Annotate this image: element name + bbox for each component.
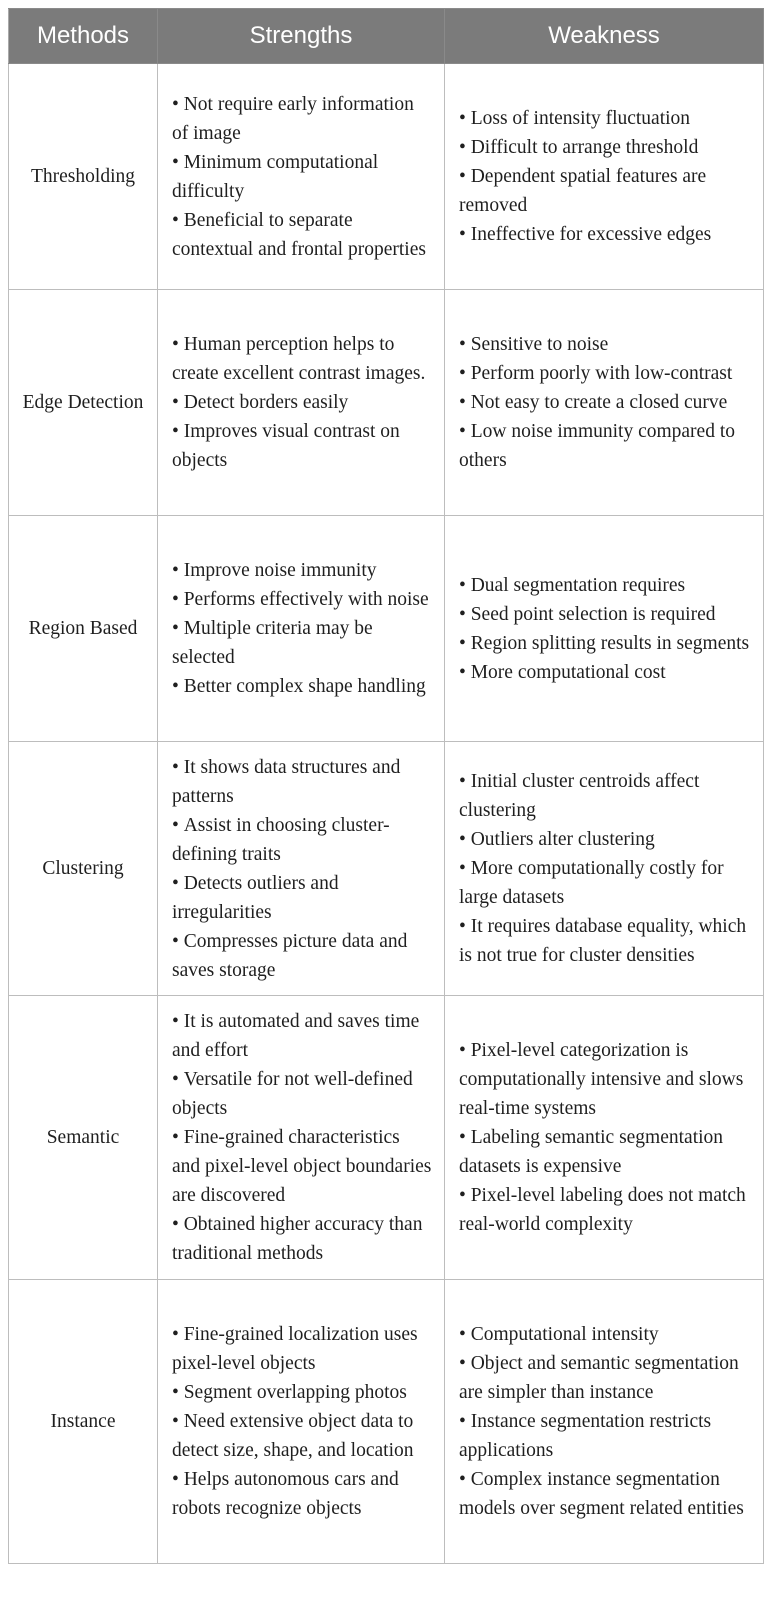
strength-item: • Assist in choosing cluster-defining traits [172, 811, 432, 869]
strength-item: • Detects outliers and irregularities [172, 869, 432, 927]
strength-item: • Performs effectively with noise [172, 585, 432, 614]
weakness-item: • Difficult to arrange threshold [459, 133, 751, 162]
weakness-item: • Labeling semantic segmentation datasets is expensive [459, 1123, 751, 1181]
strength-item: • Segment overlapping photos [172, 1378, 432, 1407]
weakness-item: • Dual segmentation requires [459, 571, 751, 600]
weakness-cell [445, 996, 764, 1280]
strength-item: • Detect borders easily [172, 388, 432, 417]
strength-item: • Minimum computational difficulty [172, 148, 432, 206]
weakness-item: • It requires database equality, which is not true for cluster densities [459, 912, 751, 970]
weakness-item: • Loss of intensity fluctuation [459, 104, 751, 133]
strength-item: • Compresses picture data and saves storage [172, 927, 432, 985]
strengths-cell [158, 742, 445, 996]
strength-item: • Improve noise immunity [172, 556, 432, 585]
strength-item: • Helps autonomous cars and robots recognize objects [172, 1465, 432, 1523]
weakness-item: • Ineffective for excessive edges [459, 220, 751, 249]
table-row [9, 64, 764, 290]
strength-item: • Multiple criteria may be selected [172, 614, 432, 672]
strengths-cell [158, 516, 445, 742]
header-weakness: Weakness [445, 9, 764, 64]
strength-item: • It is automated and saves time and effort [172, 1007, 432, 1065]
method-cell: Clustering [9, 742, 158, 996]
weakness-item: • Computational intensity [459, 1320, 751, 1349]
strengths-cell [158, 64, 445, 290]
strength-item: • Beneficial to separate contextual and frontal properties [172, 206, 432, 264]
weakness-item: • Perform poorly with low-contrast [459, 359, 751, 388]
method-cell: Instance [9, 1280, 158, 1564]
comparison-table [8, 8, 764, 1564]
strengths-cell [158, 996, 445, 1280]
weakness-item: • Object and semantic segmentation are simpler than instance [459, 1349, 751, 1407]
strength-item: • Obtained higher accuracy than traditional methods [172, 1210, 432, 1268]
weakness-cell [445, 742, 764, 996]
strength-item: • Better complex shape handling [172, 672, 432, 701]
strength-item: • It shows data structures and patterns [172, 753, 432, 811]
strength-item: • Fine-grained characteristics and pixel-level object boundaries are discovered [172, 1123, 432, 1210]
table-row [9, 742, 764, 996]
weakness-item: • Complex instance segmentation models over segment related entities [459, 1465, 751, 1523]
weakness-item: • Outliers alter clustering [459, 825, 751, 854]
weakness-item: • Dependent spatial features are removed [459, 162, 751, 220]
table-row [9, 516, 764, 742]
weakness-cell [445, 516, 764, 742]
method-cell: Edge Detection [9, 290, 158, 516]
table-row [9, 1280, 764, 1564]
strength-item: • Versatile for not well-defined objects [172, 1065, 432, 1123]
strength-item: • Not require early information of image [172, 90, 432, 148]
method-cell: Semantic [9, 996, 158, 1280]
strength-item: • Improves visual contrast on objects [172, 417, 432, 475]
weakness-item: • Sensitive to noise [459, 330, 751, 359]
strength-item: • Need extensive object data to detect size, shape, and location [172, 1407, 432, 1465]
header-methods: Methods [9, 9, 158, 64]
header-strengths: Strengths [158, 9, 445, 64]
method-cell: Region Based [9, 516, 158, 742]
strengths-cell [158, 1280, 445, 1564]
table-row [9, 290, 764, 516]
weakness-cell [445, 1280, 764, 1564]
weakness-item: • More computationally costly for large datasets [459, 854, 751, 912]
weakness-item: • Not easy to create a closed curve [459, 388, 751, 417]
weakness-item: • Pixel-level categorization is computationally intensive and slows real-time systems [459, 1036, 751, 1123]
weakness-item: • Seed point selection is required [459, 600, 751, 629]
weakness-item: • Initial cluster centroids affect clustering [459, 767, 751, 825]
strength-item: • Human perception helps to create excellent contrast images. [172, 330, 432, 388]
weakness-cell [445, 290, 764, 516]
weakness-cell [445, 64, 764, 290]
weakness-item: • More computational cost [459, 658, 751, 687]
strength-item: • Fine-grained localization uses pixel-level objects [172, 1320, 432, 1378]
weakness-item: • Region splitting results in segments [459, 629, 751, 658]
header-row [9, 9, 764, 64]
table-row [9, 996, 764, 1280]
method-cell: Thresholding [9, 64, 158, 290]
weakness-item: • Low noise immunity compared to others [459, 417, 751, 475]
weakness-item: • Instance segmentation restricts applications [459, 1407, 751, 1465]
weakness-item: • Pixel-level labeling does not match real-world complexity [459, 1181, 751, 1239]
strengths-cell [158, 290, 445, 516]
